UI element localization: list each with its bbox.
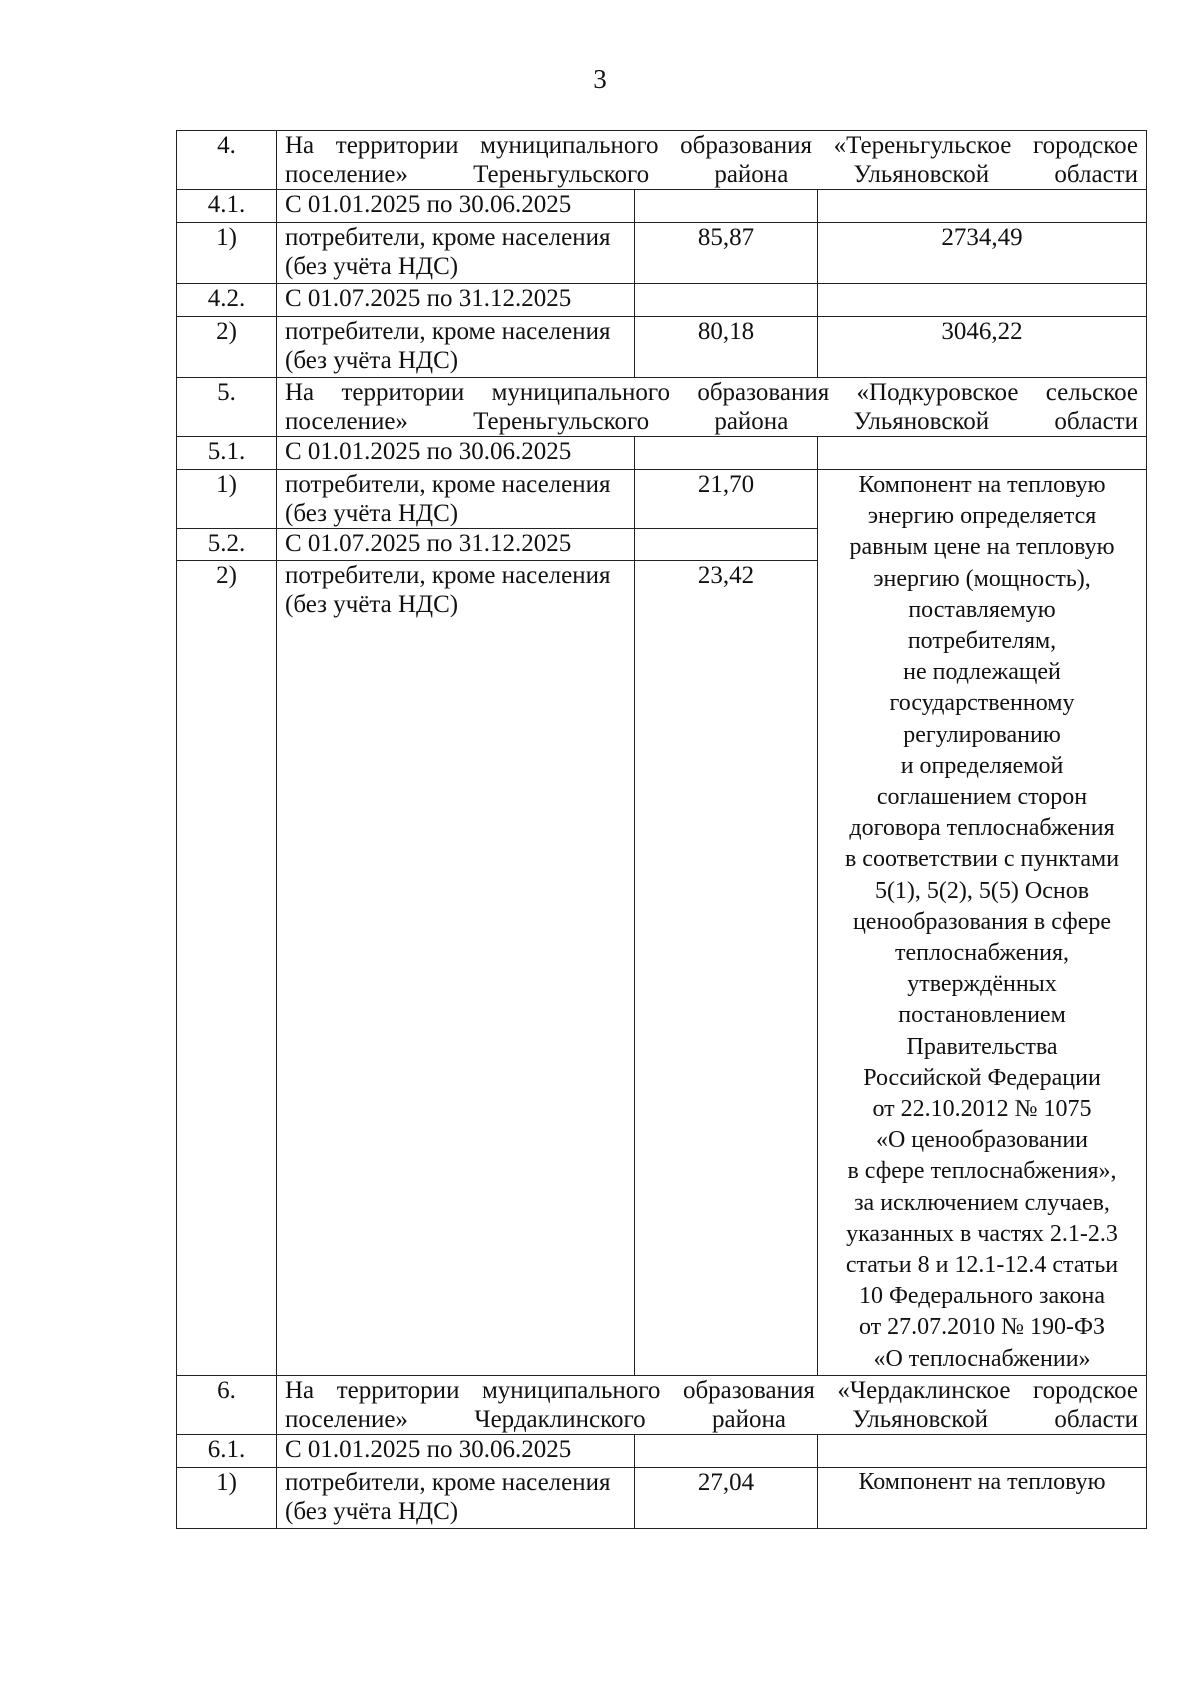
period-label: С 01.01.2025 по 30.06.2025 xyxy=(277,190,635,223)
item-row xyxy=(177,470,1147,529)
pricing-note-line: постановлением xyxy=(898,1002,1066,1029)
period-label: С 01.01.2025 по 30.06.2025 xyxy=(277,1434,635,1467)
pricing-note-line: «О ценообразовании xyxy=(875,1127,1089,1154)
item-row xyxy=(177,1467,1147,1528)
period-row xyxy=(177,190,1147,223)
pricing-note-line: Российской Федерации xyxy=(863,1064,1101,1091)
period-row xyxy=(177,437,1147,470)
pricing-note-line: ценообразования в сфере xyxy=(852,908,1112,935)
pricing-note-line: энергию (мощность), xyxy=(873,565,1091,592)
pricing-note-line: 10 Федерального закона xyxy=(858,1283,1106,1310)
section-title: На территории муниципального образования «Подкуровское сельское поселение» Тереньгульского района Ульяновской области xyxy=(277,378,1147,437)
pricing-note-line: утверждённых xyxy=(907,971,1057,998)
section-row xyxy=(177,378,1147,437)
section-row xyxy=(177,131,1147,190)
item-number: 2) xyxy=(177,317,277,378)
pricing-note-line: Правительства xyxy=(906,1033,1058,1060)
empty-cell xyxy=(635,529,818,561)
period-number: 4.1. xyxy=(177,190,277,223)
pricing-note-line: не подлежащей xyxy=(903,659,1061,686)
pricing-note-line: и определяемой xyxy=(900,752,1064,779)
empty-cell xyxy=(635,1434,818,1467)
pricing-note-line: за исключением случаев, xyxy=(854,1189,1110,1216)
pricing-note-line: Компонент на тепловую xyxy=(858,472,1106,498)
period-label: С 01.07.2025 по 31.12.2025 xyxy=(277,284,635,317)
pricing-note-line: государственному xyxy=(889,690,1075,717)
empty-cell xyxy=(635,437,818,470)
section-number: 4. xyxy=(177,131,277,190)
empty-cell xyxy=(818,190,1147,223)
section-number: 5. xyxy=(177,378,277,437)
item-value-2: 2734,49 xyxy=(818,223,1147,284)
item-number: 1) xyxy=(177,223,277,284)
item-value-2: Компонент на тепловую xyxy=(818,1467,1147,1528)
tariff-table xyxy=(176,130,1147,1529)
section-row xyxy=(177,1375,1147,1434)
page-number: 3 xyxy=(593,64,607,94)
pricing-note-line: соглашением сторон xyxy=(876,784,1088,811)
item-value-1: 23,42 xyxy=(635,561,818,1376)
period-number: 4.2. xyxy=(177,284,277,317)
empty-cell xyxy=(818,284,1147,317)
item-value-1: 85,87 xyxy=(635,223,818,284)
pricing-note-line: поставляемую xyxy=(908,596,1056,623)
pricing-note-line: в сфере теплоснабжения», xyxy=(847,1158,1117,1185)
item-label: потребители, кроме населения (без учёта НДС) xyxy=(277,561,635,1376)
section-number: 6. xyxy=(177,1375,277,1434)
item-row xyxy=(177,317,1147,378)
empty-cell xyxy=(635,190,818,223)
pricing-note-line: от 22.10.2012 № 1075 xyxy=(872,1096,1092,1123)
period-number: 6.1. xyxy=(177,1434,277,1467)
pricing-note-line: энергию определяется xyxy=(867,503,1097,530)
empty-cell xyxy=(818,1434,1147,1467)
item-label: потребители, кроме населения (без учёта НДС) xyxy=(277,317,635,378)
empty-cell xyxy=(635,284,818,317)
empty-cell xyxy=(818,437,1147,470)
pricing-note-line: в соответствии с пунктами xyxy=(844,846,1120,873)
pricing-note-line: от 27.07.2010 № 190-ФЗ xyxy=(858,1314,1106,1341)
pricing-note-line: статьи 8 и 12.1-12.4 статьи xyxy=(845,1252,1119,1279)
pricing-note-line: теплоснабжения, xyxy=(895,940,1069,967)
item-value-2: 3046,22 xyxy=(818,317,1147,378)
period-label: С 01.01.2025 по 30.06.2025 xyxy=(277,437,635,470)
item-row xyxy=(177,223,1147,284)
item-value-1: 80,18 xyxy=(635,317,818,378)
period-number: 5.1. xyxy=(177,437,277,470)
section-title: На территории муниципального образования «Тереньгульское городское поселение» Тереньгульского района Ульяновской области xyxy=(277,131,1147,190)
pricing-note-line: 5(1), 5(2), 5(5) Основ xyxy=(874,877,1090,904)
item-number: 1) xyxy=(177,1467,277,1528)
pricing-note-line: «О теплоснабжении» xyxy=(873,1345,1091,1372)
item-label: потребители, кроме населения (без учёта НДС) xyxy=(277,1467,635,1528)
item-label: потребители, кроме населения (без учёта НДС) xyxy=(277,223,635,284)
pricing-note xyxy=(818,470,1147,1376)
section-title: На территории муниципального образования «Чердаклинское городское поселение» Чердаклинского района Ульяновской области xyxy=(277,1375,1147,1434)
pricing-note-line: регулированию xyxy=(903,721,1061,748)
pricing-note-line: равным цене на тепловую xyxy=(849,534,1115,561)
item-label: потребители, кроме населения (без учёта НДС) xyxy=(277,470,635,529)
item-number: 1) xyxy=(177,470,277,529)
pricing-note-line: договора теплоснабжения xyxy=(849,815,1115,842)
period-number: 5.2. xyxy=(177,529,277,561)
item-number: 2) xyxy=(177,561,277,1376)
period-row xyxy=(177,284,1147,317)
item-value-1: 27,04 xyxy=(635,1467,818,1528)
item-value-1: 21,70 xyxy=(635,470,818,529)
pricing-note-line: указанных в частях 2.1-2.3 xyxy=(846,1220,1118,1247)
period-label: С 01.07.2025 по 31.12.2025 xyxy=(277,529,635,561)
pricing-note-line: потребителям, xyxy=(907,628,1057,655)
period-row xyxy=(177,1434,1147,1467)
